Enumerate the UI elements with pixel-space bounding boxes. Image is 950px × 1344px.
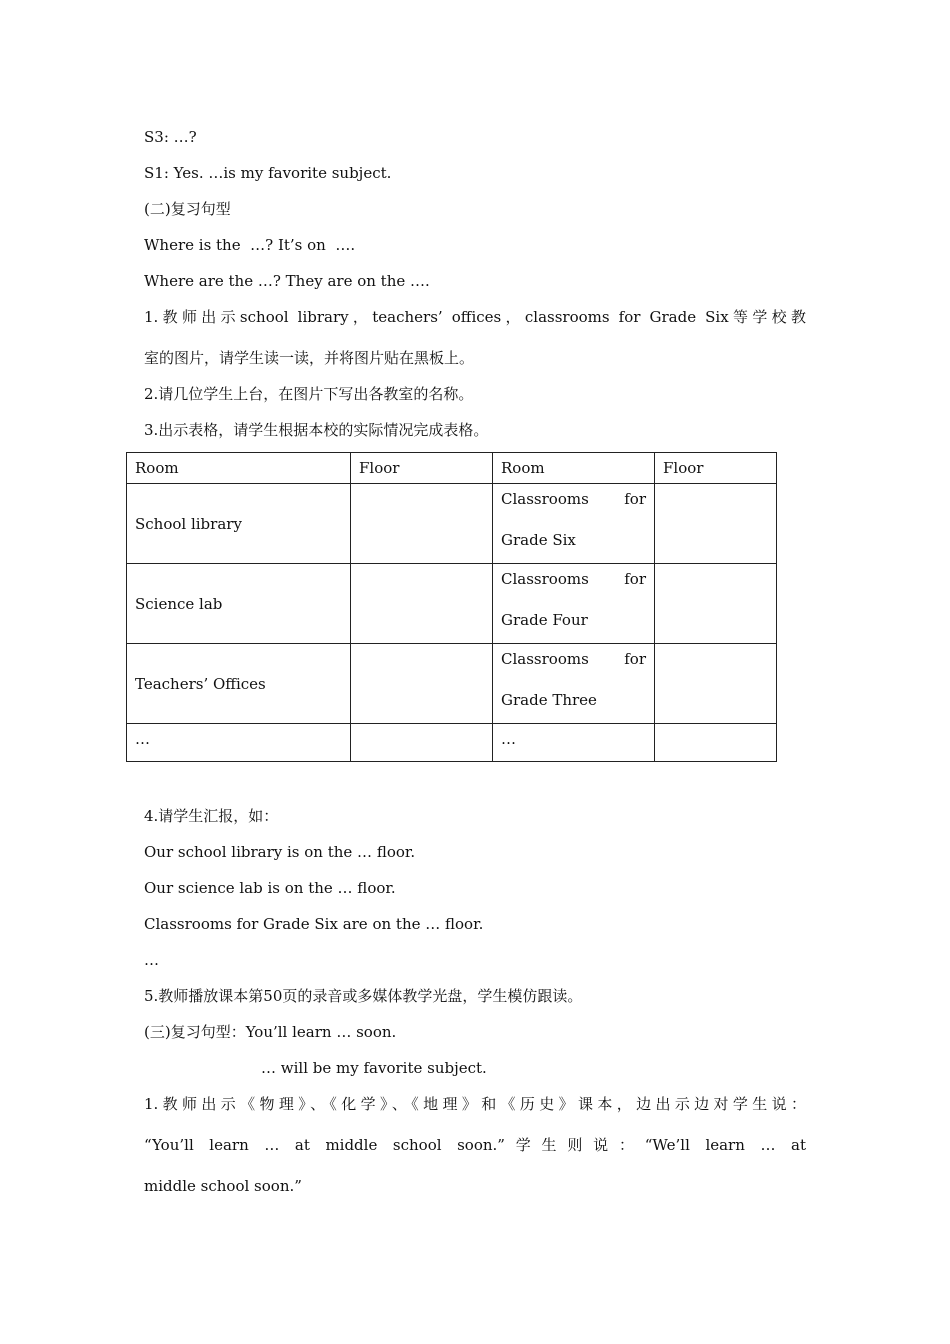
room-text: for	[624, 570, 646, 588]
step-4-text: 4.请学生汇报，如：	[144, 807, 279, 825]
step-1b-dialogue: “You’ll learn … at middle school soon.”学生则说：“We’ll learn … at	[144, 1136, 806, 1154]
step-3-text: 3.出示表格，请学生根据本校的实际情况完成表格。	[144, 421, 489, 439]
step-1b-continued: middle school soon.”	[144, 1177, 302, 1195]
dialogue-line-s1: S1: Yes. …is my favorite subject.	[144, 164, 392, 182]
table-header-cell: Floor	[351, 453, 493, 484]
step-2-text: 2.请几位学生上台，在图片下写出各教室的名称。	[144, 385, 474, 403]
room-text: for	[624, 490, 646, 508]
room-text: Classrooms	[501, 570, 589, 588]
table-header-cell: Room	[127, 453, 351, 484]
table-row	[127, 484, 777, 564]
dialogue-line-s3: S3: …?	[144, 128, 197, 146]
floor-cell	[655, 644, 777, 724]
example-sentence-3: Classrooms for Grade Six are on the … floor.	[144, 915, 484, 933]
room-text: Grade Three	[501, 691, 597, 709]
table-row	[127, 724, 777, 762]
section-heading-2: (二)复习句型	[144, 200, 231, 218]
floor-cell	[351, 484, 493, 564]
step-1b-text: 1.教师出示《物理》、《化学》、《地理》和《历史》课本，边出示边对学生说：	[144, 1095, 806, 1113]
example-sentence-1: Our school library is on the … floor.	[144, 843, 416, 861]
room-text: Classrooms	[501, 650, 589, 668]
room-cell	[493, 484, 655, 564]
floor-cell	[351, 724, 493, 762]
room-text: Grade Four	[501, 611, 588, 629]
ellipsis-line: …	[144, 951, 159, 969]
floor-cell	[351, 644, 493, 724]
step-1-continued: 室的图片，请学生读一读，并将图片贴在黑板上。	[144, 349, 475, 367]
floor-cell	[655, 724, 777, 762]
room-cell: …	[493, 724, 655, 762]
sentence-pattern-3: … will be my favorite subject.	[261, 1059, 487, 1077]
room-text: Grade Six	[501, 531, 576, 549]
table-header-cell: Floor	[655, 453, 777, 484]
floor-cell	[351, 564, 493, 644]
table-header-cell: Room	[493, 453, 655, 484]
floor-cell	[655, 484, 777, 564]
room-text: for	[624, 650, 646, 668]
floor-cell	[655, 564, 777, 644]
table-header-row	[127, 453, 777, 484]
step-5-text: 5.教师播放课本第50页的录音或多媒体教学光盘，学生模仿跟读。	[144, 987, 583, 1005]
sentence-pattern-2: Where are the …? They are on the ….	[144, 272, 430, 290]
room-cell: Science lab	[127, 564, 351, 644]
room-cell: …	[127, 724, 351, 762]
step-1-text: 1.教师出示school library，teachers’ offices，classrooms for Grade Six等学校教	[144, 308, 806, 326]
room-cell	[493, 564, 655, 644]
room-cell: Teachers’ Offices	[127, 644, 351, 724]
example-sentence-2: Our science lab is on the … floor.	[144, 879, 396, 897]
room-cell: School library	[127, 484, 351, 564]
room-text: Classrooms	[501, 490, 589, 508]
table-row	[127, 564, 777, 644]
table-row	[127, 644, 777, 724]
section-heading-3: (三)复习句型：You’ll learn … soon.	[144, 1023, 397, 1041]
sentence-pattern-1: Where is the …? It’s on ….	[144, 236, 356, 254]
room-floor-table	[126, 452, 777, 762]
room-cell	[493, 644, 655, 724]
